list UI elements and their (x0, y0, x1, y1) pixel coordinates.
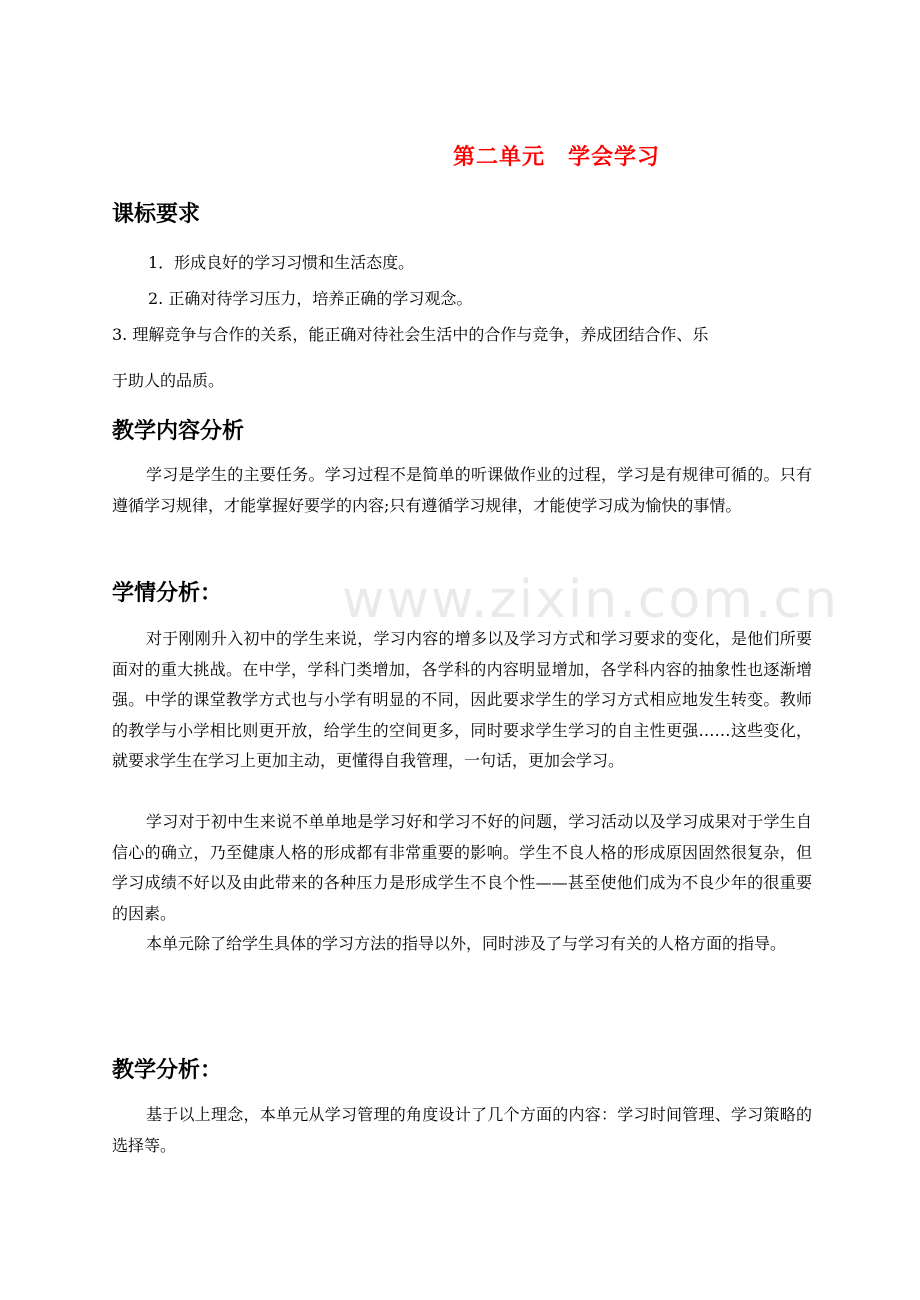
curriculum-item-3-continued: 于助人的品质。 (112, 371, 225, 390)
heading-content-analysis: 教学内容分析 (112, 419, 245, 444)
student-analysis-paragraph-3: 本单元除了给学生具体的学习方法的指导以外，同时涉及了与学习有关的人格方面的指导。 (146, 934, 787, 953)
watermark: www.zixin.com.cn (342, 570, 839, 630)
heading-curriculum-requirements: 课标要求 (112, 202, 201, 227)
content-analysis-paragraph: 学习是学生的主要任务。学习过程不是简单的听课做作业的过程，学习是有规律可循的。只有遵循学习规律，才能掌握好要学的内容;只有遵循学习规律，才能使学习成为愉快的事情。 (112, 465, 812, 515)
curriculum-item-2: 2. 正确对待学习压力，培养正确的学习观念。 (148, 289, 473, 308)
curriculum-item-1: 1．形成良好的学习习惯和生活态度。 (148, 253, 415, 272)
heading-student-analysis: 学情分析： (112, 581, 223, 606)
curriculum-item-3: 3. 理解竞争与合作的关系，能正确对待社会生活中的合作与竞争，养成团结合作、乐 (112, 325, 709, 344)
unit-title: 第二单元 学会学习 (453, 145, 661, 170)
teaching-analysis-paragraph: 基于以上理念，本单元从学习管理的角度设计了几个方面的内容：学习时间管理、学习策略的选择等。 (112, 1105, 812, 1155)
student-analysis-paragraph-1: 对于刚刚升入初中的学生来说，学习内容的增多以及学习方式和学习要求的变化，是他们所要面对的重大挑战。在中学，学科门类增加，各学科的内容明显增加，各学科内容的抽象性也逐渐增强。中学的课堂教学方式也与小学有明显的不同，因此要求学生的学习方式相应地发生转变。教师的教学与小学相比则更开放，给学生的空间更多，同时要求学生学习的自主性更强……这些变化，就要求学生在学习上更加主动，更懂得自我管理，一句话，更加会学习。 (112, 629, 812, 770)
student-analysis-paragraph-2: 学习对于初中生来说不单单地是学习好和学习不好的问题，学习活动以及学习成果对于学生自信心的确立，乃至健康人格的形成都有非常重要的影响。学生不良人格的形成原因固然很复杂，但学习成绩不好以及由此带来的各种压力是形成学生不良个性——甚至使他们成为不良少年的很重要的因素。 (112, 812, 812, 923)
heading-teaching-analysis: 教学分析： (112, 1058, 223, 1083)
